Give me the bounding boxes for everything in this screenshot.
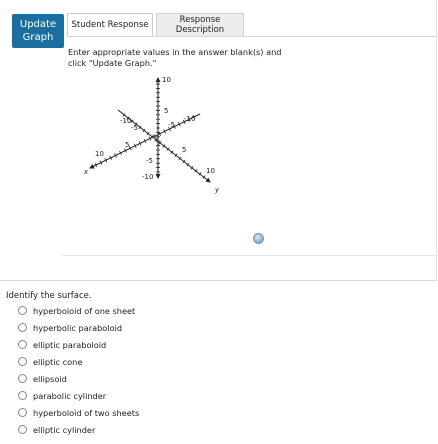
x-axis-pos-mid: 5 <box>125 141 130 149</box>
option-row[interactable] <box>0 303 300 320</box>
3d-axes-graph <box>78 70 238 195</box>
option-label[interactable]: parabolic cylinder <box>33 391 107 401</box>
question-text: Identify the surface. <box>6 291 92 301</box>
option-label[interactable]: hyperboloid of two sheets <box>33 408 140 418</box>
option-label[interactable]: elliptic cylinder <box>33 425 96 435</box>
option-row[interactable] <box>0 354 300 371</box>
z-axis-pos-mid: 5 <box>164 107 169 115</box>
x-axis-pos-label: 10 <box>95 150 104 158</box>
option-row[interactable] <box>0 422 300 439</box>
y-axis-neg-mid: -5 <box>131 124 138 132</box>
option-row[interactable] <box>0 320 300 337</box>
option-label[interactable]: elliptic cone <box>33 357 83 367</box>
x-axis-neg-mid: -5 <box>168 121 175 129</box>
option-row[interactable] <box>0 405 300 422</box>
tab-student-response[interactable]: Student Response <box>67 13 153 37</box>
answer-options <box>0 303 300 439</box>
y-axis-pos-label: 10 <box>206 167 215 175</box>
radio-button[interactable] <box>18 357 27 366</box>
option-row[interactable] <box>0 371 300 388</box>
option-label[interactable]: elliptic paraboloid <box>33 340 107 350</box>
tab-divider <box>67 36 437 37</box>
y-axis-neg-label: -10 <box>120 117 132 125</box>
radio-button[interactable] <box>18 391 27 400</box>
y-axis-name: y <box>215 186 220 194</box>
option-label[interactable]: hyperbolic paraboloid <box>33 323 123 333</box>
x-axis-name: x <box>84 168 89 176</box>
radio-button[interactable] <box>18 408 27 417</box>
y-axis-pos-mid: 5 <box>182 146 187 154</box>
update-graph-button[interactable]: Update Graph <box>12 14 64 48</box>
x-axis-neg-label: -10 <box>184 115 196 123</box>
tab-response-description[interactable]: Response Description <box>156 13 244 37</box>
hint-icon[interactable] <box>253 233 264 244</box>
panel-separator <box>62 255 437 256</box>
radio-button[interactable] <box>18 306 27 315</box>
z-axis-pos-label: 10 <box>162 76 171 84</box>
radio-button[interactable] <box>18 425 27 434</box>
option-row[interactable] <box>0 388 300 405</box>
option-label[interactable]: ellipsoid <box>33 374 67 384</box>
instructions-text: Enter appropriate values in the answer blank(s) and click "Update Graph." <box>68 47 282 68</box>
radio-button[interactable] <box>18 340 27 349</box>
option-row[interactable] <box>0 337 300 354</box>
radio-button[interactable] <box>18 374 27 383</box>
z-axis-neg-mid: -5 <box>146 157 153 165</box>
radio-button[interactable] <box>18 323 27 332</box>
z-axis-neg-label: -10 <box>142 173 154 181</box>
option-label[interactable]: hyperboloid of one sheet <box>33 306 136 316</box>
